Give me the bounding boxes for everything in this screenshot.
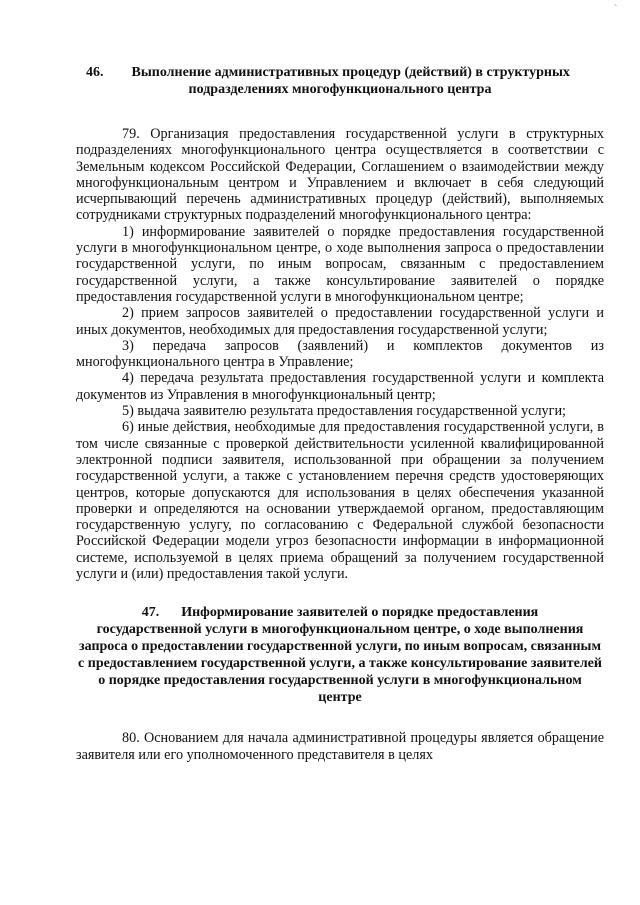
section-47-heading (76, 604, 604, 706)
section-47-title-rest: государственной услуги в многофункциональном центре, о ходе выполнения запроса о предоставлении государственной услуги, по иным вопросам, связанным с предоставлением государственной услуги, а также консультирование заявителей о порядке предоставления государственной услуги в многофункциональном центре (78, 622, 602, 706)
section-47-title-line1: Информирование заявителей о порядке предоставления (181, 605, 539, 621)
section-46-title-line1: Выполнение административных процедур (действий) в структурных (131, 65, 570, 80)
paragraph-79: 79. Организация предоставления государственной услуги в структурных подразделениях многофункционального центра осуществляется в соответствии с Земельным кодексом Российской Федерации, Соглашением о взаимодействии между многофункциональным центром и Управлением и включает в себя следующий исчерпывающий перечень административных процедур (действий), выполняемых сотрудниками структурных подразделений многофункционального центра: (76, 126, 604, 224)
document-page (76, 64, 604, 763)
section-46-title-line2: подразделениях многофункционального центра (188, 82, 492, 97)
section-47-number: 47. (141, 605, 160, 621)
list-item-4: 4) передача результата предоставления государственной услуги и комплекта документов из Управления в многофункциональный центр; (76, 370, 604, 403)
scan-mark: ` (614, 4, 618, 15)
list-item-5: 5) выдача заявителю результата предоставления государственной услуги; (122, 403, 566, 420)
paragraph-80: 80. Основанием для начала административной процедуры является обращение заявителя или его уполномоченного представителя в целях (76, 730, 604, 763)
list-item-2: 2) прием запросов заявителей о предоставлении государственной услуги и иных документов, необходимых для предоставления государственной услуги; (76, 305, 604, 338)
list-item-3: 3) передача запросов (заявлений) и комплектов документов из многофункционального центра в Управление; (76, 337, 604, 371)
list-item-1: 1) информирование заявителей о порядке предоставления государственной услуги в многофункциональном центре, о ходе выполнения запроса о предоставлении государственной услуги, по иным вопросам, связанным с предоставлением государственной услуги, а также консультирование заявителей о порядке предоставления государственной услуги в многофункциональном центре; (76, 223, 604, 305)
section-46-heading (76, 64, 604, 98)
section-46-number: 46. (86, 65, 104, 80)
list-item-6: 6) иные действия, необходимые для предоставления государственной услуги, в том числе связанные с проверкой действительности усиленной квалифицированной электронной подписи заявителя, использованной при обращении за получением государственной услуги, а также с установлением перечня средств удостоверяющих центров, которые допускаются для использования в целях обеспечения указанной проверки и определяются на основании утверждаемой органом, предоставляющим государственную услугу, по согласованию с Федеральной службой безопасности Российской Федерации модели угроз безопасности информации в информационной системе, используемой в целях приема обращений за получением государственной услуги и (или) предоставления такой услуги. (76, 419, 604, 583)
